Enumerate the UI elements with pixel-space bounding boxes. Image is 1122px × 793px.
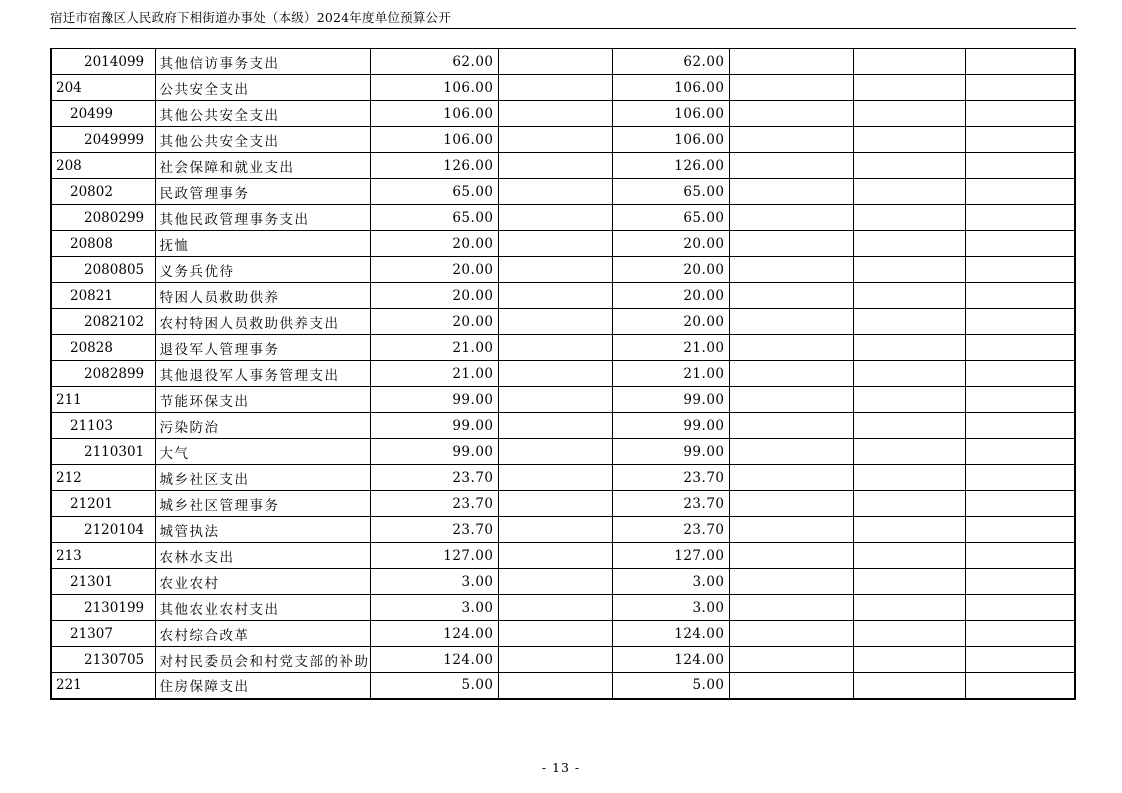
column-7-cell: [853, 283, 965, 309]
total-cell: 65.00: [370, 179, 498, 205]
column-8-cell: [965, 673, 1075, 699]
column-6-cell: [729, 673, 853, 699]
total-cell: 127.00: [370, 543, 498, 569]
column-7-cell: [853, 153, 965, 179]
column-6-cell: [729, 543, 853, 569]
column-6-cell: [729, 179, 853, 205]
item-name-cell: 农村特困人员救助供养支出: [155, 309, 370, 335]
column-7-cell: [853, 231, 965, 257]
column-4-cell: [498, 569, 612, 595]
column-7-cell: [853, 439, 965, 465]
column-4-cell: [498, 439, 612, 465]
column-4-cell: [498, 543, 612, 569]
column-7-cell: [853, 101, 965, 127]
column-7-cell: [853, 543, 965, 569]
column-5-cell: 21.00: [612, 361, 729, 387]
table-row: [51, 257, 1075, 283]
item-name-cell: 其他公共安全支出: [155, 127, 370, 153]
table-row: [51, 49, 1075, 75]
column-5-cell: 20.00: [612, 231, 729, 257]
table-row: [51, 335, 1075, 361]
item-name-cell: 对村民委员会和村党支部的补助: [155, 647, 370, 673]
code-cell: 21307: [51, 621, 155, 647]
column-6-cell: [729, 231, 853, 257]
code-cell: 20821: [51, 283, 155, 309]
column-7-cell: [853, 361, 965, 387]
code-cell: 20808: [51, 231, 155, 257]
code-cell: 21103: [51, 413, 155, 439]
table-row: [51, 205, 1075, 231]
total-cell: 65.00: [370, 205, 498, 231]
column-8-cell: [965, 153, 1075, 179]
column-4-cell: [498, 361, 612, 387]
table-row: [51, 413, 1075, 439]
column-7-cell: [853, 257, 965, 283]
total-cell: 3.00: [370, 569, 498, 595]
column-5-cell: 21.00: [612, 335, 729, 361]
item-name-cell: 城乡社区管理事务: [155, 491, 370, 517]
column-7-cell: [853, 621, 965, 647]
table-row: [51, 309, 1075, 335]
column-8-cell: [965, 413, 1075, 439]
column-5-cell: 65.00: [612, 205, 729, 231]
column-8-cell: [965, 543, 1075, 569]
total-cell: 106.00: [370, 75, 498, 101]
column-7-cell: [853, 387, 965, 413]
code-cell: 2080805: [51, 257, 155, 283]
column-7-cell: [853, 647, 965, 673]
column-6-cell: [729, 465, 853, 491]
column-5-cell: 3.00: [612, 595, 729, 621]
code-cell: 204: [51, 75, 155, 101]
column-4-cell: [498, 153, 612, 179]
column-7-cell: [853, 49, 965, 75]
item-name-cell: 社会保障和就业支出: [155, 153, 370, 179]
column-4-cell: [498, 465, 612, 491]
column-4-cell: [498, 517, 612, 543]
table-row: [51, 673, 1075, 699]
item-name-cell: 退役军人管理事务: [155, 335, 370, 361]
item-name-cell: 其他农业农村支出: [155, 595, 370, 621]
column-8-cell: [965, 517, 1075, 543]
column-4-cell: [498, 413, 612, 439]
column-5-cell: 20.00: [612, 257, 729, 283]
column-5-cell: 99.00: [612, 439, 729, 465]
item-name-cell: 农村综合改革: [155, 621, 370, 647]
column-5-cell: 127.00: [612, 543, 729, 569]
code-cell: 212: [51, 465, 155, 491]
budget-table: [50, 48, 1076, 700]
table-row: [51, 153, 1075, 179]
table-row: [51, 127, 1075, 153]
column-8-cell: [965, 335, 1075, 361]
item-name-cell: 其他民政管理事务支出: [155, 205, 370, 231]
code-cell: 21301: [51, 569, 155, 595]
column-5-cell: 20.00: [612, 283, 729, 309]
column-7-cell: [853, 569, 965, 595]
column-4-cell: [498, 309, 612, 335]
column-5-cell: 23.70: [612, 465, 729, 491]
item-name-cell: 污染防治: [155, 413, 370, 439]
item-name-cell: 农业农村: [155, 569, 370, 595]
column-5-cell: 124.00: [612, 647, 729, 673]
column-4-cell: [498, 621, 612, 647]
item-name-cell: 其他退役军人事务管理支出: [155, 361, 370, 387]
code-cell: 2014099: [51, 49, 155, 75]
column-5-cell: 20.00: [612, 309, 729, 335]
table-row: [51, 361, 1075, 387]
column-6-cell: [729, 205, 853, 231]
column-5-cell: 23.70: [612, 491, 729, 517]
column-4-cell: [498, 127, 612, 153]
column-6-cell: [729, 595, 853, 621]
total-cell: 20.00: [370, 231, 498, 257]
column-8-cell: [965, 309, 1075, 335]
table-row: [51, 387, 1075, 413]
column-7-cell: [853, 413, 965, 439]
code-cell: 2082899: [51, 361, 155, 387]
table-row: [51, 101, 1075, 127]
code-cell: 2080299: [51, 205, 155, 231]
column-4-cell: [498, 179, 612, 205]
column-7-cell: [853, 517, 965, 543]
table-row: [51, 647, 1075, 673]
column-8-cell: [965, 569, 1075, 595]
table-row: [51, 491, 1075, 517]
column-7-cell: [853, 75, 965, 101]
column-5-cell: 3.00: [612, 569, 729, 595]
column-4-cell: [498, 231, 612, 257]
column-4-cell: [498, 595, 612, 621]
column-6-cell: [729, 413, 853, 439]
code-cell: 211: [51, 387, 155, 413]
total-cell: 124.00: [370, 621, 498, 647]
column-6-cell: [729, 387, 853, 413]
table-row: [51, 439, 1075, 465]
total-cell: 5.00: [370, 673, 498, 699]
total-cell: 126.00: [370, 153, 498, 179]
column-6-cell: [729, 621, 853, 647]
column-8-cell: [965, 387, 1075, 413]
column-4-cell: [498, 491, 612, 517]
column-6-cell: [729, 361, 853, 387]
total-cell: 3.00: [370, 595, 498, 621]
item-name-cell: 其他信访事务支出: [155, 49, 370, 75]
column-5-cell: 106.00: [612, 101, 729, 127]
total-cell: 21.00: [370, 361, 498, 387]
column-4-cell: [498, 101, 612, 127]
total-cell: 23.70: [370, 517, 498, 543]
code-cell: 21201: [51, 491, 155, 517]
column-8-cell: [965, 491, 1075, 517]
column-5-cell: 106.00: [612, 127, 729, 153]
column-6-cell: [729, 309, 853, 335]
total-cell: 23.70: [370, 491, 498, 517]
code-cell: 213: [51, 543, 155, 569]
total-cell: 99.00: [370, 413, 498, 439]
total-cell: 23.70: [370, 465, 498, 491]
table-row: [51, 179, 1075, 205]
table-row: [51, 595, 1075, 621]
column-4-cell: [498, 283, 612, 309]
item-name-cell: 民政管理事务: [155, 179, 370, 205]
item-name-cell: 住房保障支出: [155, 673, 370, 699]
item-name-cell: 城管执法: [155, 517, 370, 543]
code-cell: 221: [51, 673, 155, 699]
column-7-cell: [853, 309, 965, 335]
table-row: [51, 543, 1075, 569]
column-7-cell: [853, 491, 965, 517]
column-5-cell: 65.00: [612, 179, 729, 205]
header-divider: [50, 28, 1076, 29]
total-cell: 20.00: [370, 283, 498, 309]
total-cell: 106.00: [370, 127, 498, 153]
column-4-cell: [498, 205, 612, 231]
column-8-cell: [965, 49, 1075, 75]
total-cell: 20.00: [370, 257, 498, 283]
document-header-title: 宿迁市宿豫区人民政府下相街道办事处（本级）2024年度单位预算公开: [50, 10, 451, 25]
total-cell: 124.00: [370, 647, 498, 673]
code-cell: 2130705: [51, 647, 155, 673]
table-row: [51, 569, 1075, 595]
column-6-cell: [729, 75, 853, 101]
column-4-cell: [498, 387, 612, 413]
column-7-cell: [853, 465, 965, 491]
table-row: [51, 75, 1075, 101]
item-name-cell: 公共安全支出: [155, 75, 370, 101]
column-6-cell: [729, 49, 853, 75]
code-cell: 208: [51, 153, 155, 179]
budget-table-body: [51, 49, 1075, 699]
item-name-cell: 城乡社区支出: [155, 465, 370, 491]
item-name-cell: 义务兵优待: [155, 257, 370, 283]
column-5-cell: 126.00: [612, 153, 729, 179]
column-7-cell: [853, 127, 965, 153]
column-8-cell: [965, 75, 1075, 101]
column-8-cell: [965, 465, 1075, 491]
column-5-cell: 23.70: [612, 517, 729, 543]
column-4-cell: [498, 673, 612, 699]
column-6-cell: [729, 127, 853, 153]
column-8-cell: [965, 439, 1075, 465]
item-name-cell: 其他公共安全支出: [155, 101, 370, 127]
total-cell: 20.00: [370, 309, 498, 335]
column-6-cell: [729, 153, 853, 179]
column-8-cell: [965, 205, 1075, 231]
column-8-cell: [965, 127, 1075, 153]
table-row: [51, 465, 1075, 491]
column-6-cell: [729, 491, 853, 517]
column-8-cell: [965, 361, 1075, 387]
code-cell: 20499: [51, 101, 155, 127]
column-8-cell: [965, 231, 1075, 257]
page-number: - 13 -: [541, 760, 581, 775]
code-cell: 2120104: [51, 517, 155, 543]
table-row: [51, 231, 1075, 257]
total-cell: 99.00: [370, 439, 498, 465]
column-7-cell: [853, 205, 965, 231]
code-cell: 2082102: [51, 309, 155, 335]
item-name-cell: 节能环保支出: [155, 387, 370, 413]
column-6-cell: [729, 647, 853, 673]
column-6-cell: [729, 439, 853, 465]
total-cell: 106.00: [370, 101, 498, 127]
code-cell: 20828: [51, 335, 155, 361]
column-7-cell: [853, 673, 965, 699]
column-8-cell: [965, 179, 1075, 205]
column-4-cell: [498, 75, 612, 101]
column-7-cell: [853, 179, 965, 205]
item-name-cell: 特困人员救助供养: [155, 283, 370, 309]
column-8-cell: [965, 283, 1075, 309]
column-5-cell: 124.00: [612, 621, 729, 647]
code-cell: 2110301: [51, 439, 155, 465]
column-4-cell: [498, 335, 612, 361]
column-4-cell: [498, 257, 612, 283]
code-cell: 20802: [51, 179, 155, 205]
column-6-cell: [729, 569, 853, 595]
table-row: [51, 283, 1075, 309]
column-7-cell: [853, 335, 965, 361]
column-5-cell: 106.00: [612, 75, 729, 101]
column-4-cell: [498, 49, 612, 75]
column-6-cell: [729, 257, 853, 283]
table-row: [51, 517, 1075, 543]
column-6-cell: [729, 517, 853, 543]
column-5-cell: 5.00: [612, 673, 729, 699]
column-5-cell: 99.00: [612, 413, 729, 439]
total-cell: 99.00: [370, 387, 498, 413]
code-cell: 2049999: [51, 127, 155, 153]
item-name-cell: 农林水支出: [155, 543, 370, 569]
table-row: [51, 621, 1075, 647]
code-cell: 2130199: [51, 595, 155, 621]
column-6-cell: [729, 101, 853, 127]
column-5-cell: 62.00: [612, 49, 729, 75]
column-8-cell: [965, 647, 1075, 673]
column-8-cell: [965, 621, 1075, 647]
item-name-cell: 抚恤: [155, 231, 370, 257]
column-4-cell: [498, 647, 612, 673]
column-6-cell: [729, 283, 853, 309]
column-7-cell: [853, 595, 965, 621]
column-8-cell: [965, 101, 1075, 127]
column-5-cell: 99.00: [612, 387, 729, 413]
total-cell: 21.00: [370, 335, 498, 361]
column-6-cell: [729, 335, 853, 361]
item-name-cell: 大气: [155, 439, 370, 465]
column-8-cell: [965, 257, 1075, 283]
column-8-cell: [965, 595, 1075, 621]
total-cell: 62.00: [370, 49, 498, 75]
